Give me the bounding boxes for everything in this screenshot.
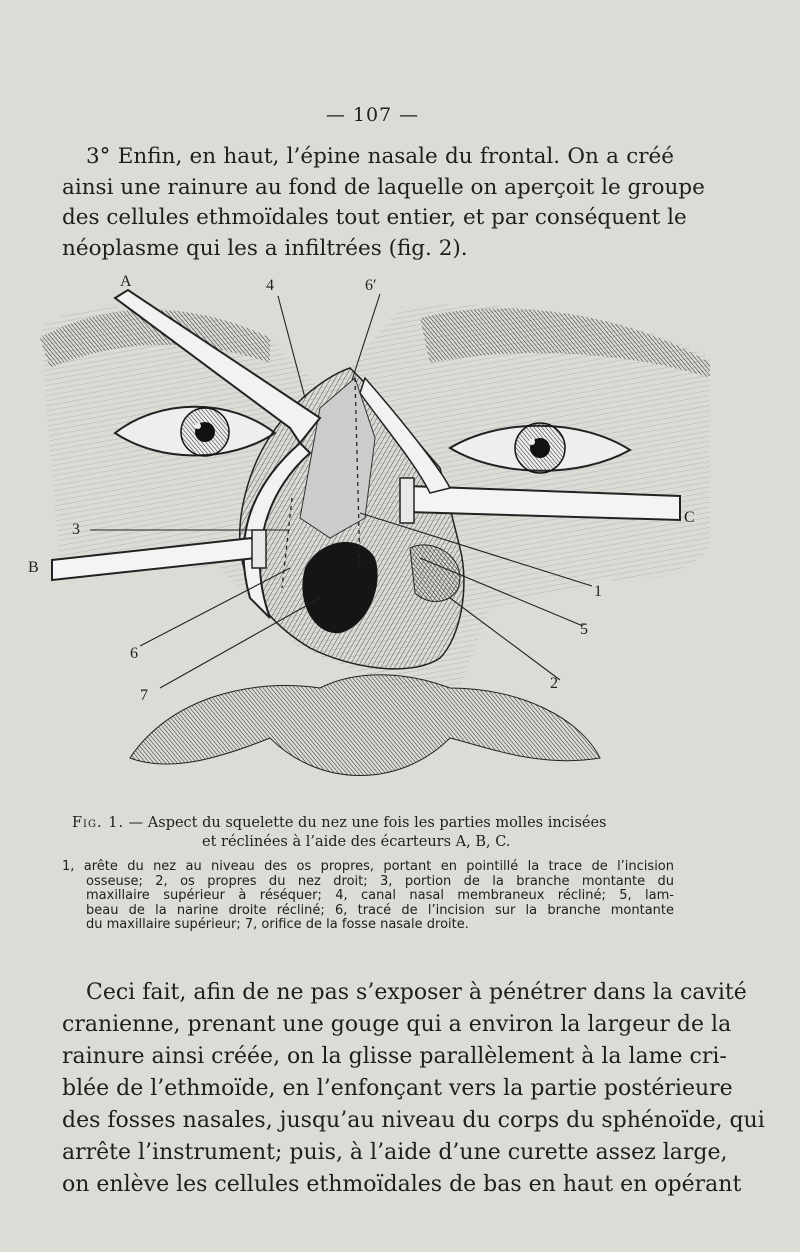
label-5: 5 <box>580 621 588 638</box>
text-line: arrête l’instrument; puis, à l’aide d’une curette assez large, <box>62 1140 728 1165</box>
figure-caption-title <box>72 814 676 852</box>
paragraph-bottom <box>62 977 765 1201</box>
caption-line: — Aspect du squelette du nez une fois les parties molles incisées <box>128 815 607 831</box>
figure-legend <box>62 860 674 933</box>
legend-line: 1, arête du nez au niveau des os propres, portant en pointillé la trace de l’incision <box>62 859 674 874</box>
anatomical-illustration <box>20 268 732 808</box>
page-number: — 107 — <box>325 104 420 126</box>
caption-line: et réclinées à l’aide des écarteurs A, B, C. <box>202 834 511 850</box>
legend-line: du maxillaire supérieur; 7, orifice de la fosse nasale droite. <box>86 917 469 932</box>
label-1: 1 <box>594 583 602 600</box>
label-c: C <box>684 509 695 526</box>
text-line: on enlève les cellules ethmoïdales de bas en haut en opérant <box>62 1172 742 1197</box>
face-engraving <box>40 305 710 776</box>
legend-line: beau de la narine droite récliné; 6, tracé de l’incision sur la branche montante <box>86 902 674 918</box>
text-line: rainure ainsi créée, on la glisse parallèlement à la lame cri- <box>62 1044 727 1069</box>
text-line: 3° Enfin, en haut, l’épine nasale du frontal. On a créé <box>86 144 674 169</box>
text-line: ainsi une rainure au fond de laquelle on aperçoit le groupe <box>62 174 705 200</box>
label-4: 4 <box>266 277 274 294</box>
label-7: 7 <box>140 687 148 704</box>
legend-line: osseuse; 2, os propres du nez droit; 3, portion de la branche montante du <box>86 873 674 889</box>
text-line: néoplasme qui les a infiltrées (fig. 2). <box>62 235 468 261</box>
text-line: blée de l’ethmoïde, en l’enfonçant vers la partie postérieure <box>62 1076 733 1101</box>
label-b: B <box>28 559 39 576</box>
text-line: cranienne, prenant une gouge qui a environ la largeur de la <box>62 1012 732 1037</box>
text-line: des fosses nasales, jusqu’au niveau du corps du sphénoïde, qui <box>62 1108 765 1133</box>
text-line: des cellules ethmoïdales tout entier, et par conséquent le <box>62 205 687 230</box>
paragraph-top <box>62 142 705 264</box>
label-6-prime: 6′ <box>365 277 377 294</box>
moustache <box>130 675 600 776</box>
label-6: 6 <box>130 645 138 662</box>
figure-number: Fig. 1. <box>72 815 125 831</box>
label-2: 2 <box>550 675 558 692</box>
label-a: A <box>120 273 132 290</box>
label-3: 3 <box>72 521 80 538</box>
text-line: Ceci fait, afin de ne pas s’exposer à pénétrer dans la cavité <box>86 980 747 1005</box>
legend-line: maxillaire supérieur à réséquer; 4, canal nasal membraneux récliné; 5, lam- <box>86 888 674 903</box>
